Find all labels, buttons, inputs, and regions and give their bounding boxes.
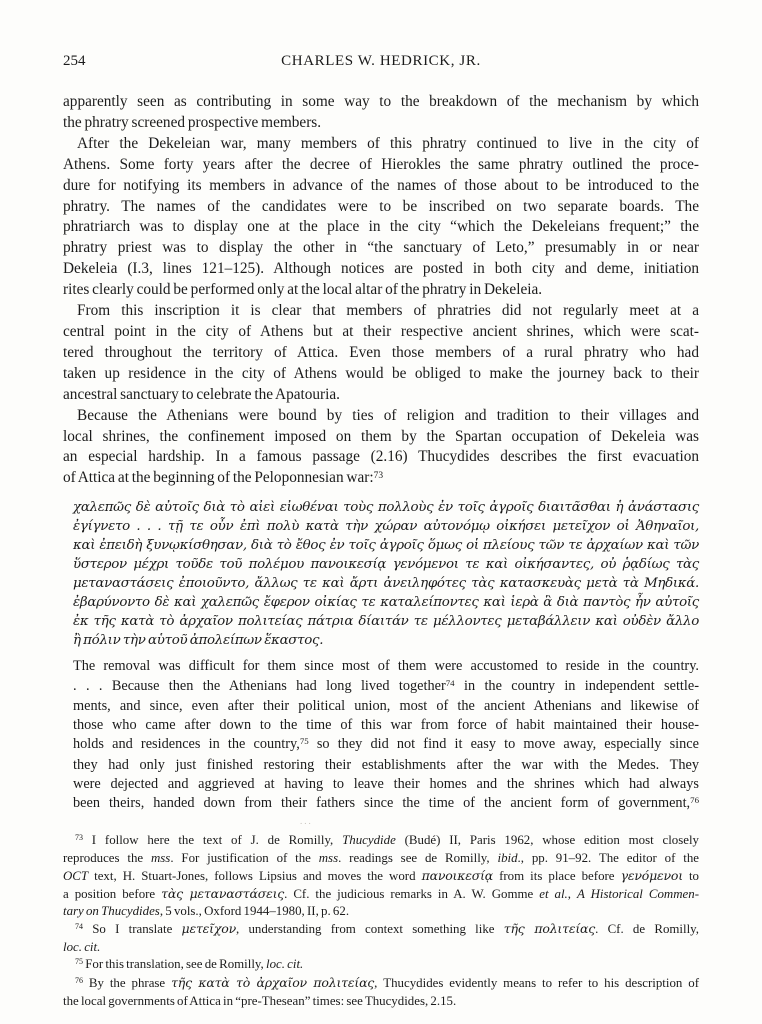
text-line: a position before τὰς μεταναστάσεις. Cf. the judicious remarks in A. W. Gomme et al., A Historical Commen- (63, 885, 699, 901)
text-line: tered throughout the territory of Attica. Even those members of a rural phratry who had (63, 343, 699, 361)
body-paragraph-3 (63, 301, 699, 406)
text-line: those who came after down to the time of this war from force of habit maintained their house- (73, 717, 699, 734)
text-line: phratry. The names of the candidates were to be inscribed on two separate boards. The (63, 197, 699, 215)
text-line: the phratry screened prospective members. (63, 113, 322, 131)
text-line: $^{75}$ For this translation, see de Romilly, loc. cit. (75, 956, 304, 971)
text-line: The removal was difficult for them since most of them were accustomed to reside in the country. (73, 658, 699, 675)
text-line: loc. cit. (63, 939, 101, 954)
text-line: OCT text, H. Stuart-Jones, follows Lipsius and moves the word πανοικεσίᾳ from its place before γενόμενοι to (63, 867, 699, 883)
text-line: καὶ ἐπειδὴ ξυνῳκίσθησαν, διὰ τὸ ἔθος ἐν τοῖς ἀγροῖς ὅμως οἱ πλείους τῶν τε ἀρχαίων καὶ τῶν (73, 538, 699, 554)
footnote-73 (63, 832, 699, 920)
text-line: From this inscription it is clear that members of phratries did not regularly meet at a (77, 302, 699, 320)
text-line: ὕστερον μέχρι τοῦδε τοῦ πολέμου πανοικεσίᾳ γενόμενοι τε καὶ οἰκήσαντες, οὐ ῥᾳδίως τὰς (73, 557, 699, 573)
text-line: Because the Athenians were bound by ties of religion and tradition to their villages and (77, 406, 699, 424)
footnote-76 (63, 974, 699, 1010)
greek-block-quote (73, 498, 699, 650)
text-line: of Attica at the beginning of the Peloponnesian war:$^{73}$ (63, 469, 384, 487)
text-line: phratry priest was to display the other in “the sanctuary of Leto,” presumably in or near (63, 239, 699, 257)
text-line: the local governments of Attica in “pre-Thesean” times: see Thucydides, 2.15. (63, 993, 457, 1008)
text-line: reproduces the mss. For justification of the mss. readings see de Romilly, ibid., pp. 91–92. The editor of the (63, 850, 699, 865)
text-line: After the Dekeleian war, many members of this phratry continued to live in the city of (77, 134, 699, 152)
running-header (63, 53, 699, 73)
text-line: ἐγίγνετο . . . τῇ τε οὖν ἐπὶ πολὺ κατὰ τὴν χώραν αὐτονόμῳ οἰκήσει μετεῖχον οἱ Ἀθηναῖοι, (73, 519, 699, 535)
text-line: local shrines, the confinement imposed on them by the Spartan occupation of Dekeleia was (63, 427, 699, 445)
footnotes-section (63, 832, 699, 1010)
running-header-title: CHARLES W. HEDRICK, JR. (281, 53, 481, 69)
body-paragraph-4 (63, 406, 699, 492)
text-line: μεταναστάσεις ἐποιοῦντο, ἄλλως τε καὶ ἄρτι ἀνειληφότες τὰς κατασκευὰς μετὰ τὰ Μηδικά. (73, 576, 699, 592)
body-paragraph-1 (63, 92, 699, 134)
translation-block-quote (73, 657, 699, 814)
text-line: were dejected and aggrieved at having to leave their homes and the shrines which had always (73, 776, 699, 792)
text-line: phratriarch was to display one at the place in the city “which the Dekeleians frequent;” the (63, 218, 699, 236)
text-line: ancestral sanctuary to celebrate the Apatouria. (63, 385, 341, 403)
text-line: ἐκ τῆς κατὰ τὸ ἀρχαῖον πολιτείας πάτρια δίαιτάν τε μέλλοντες μεταβάλλειν καὶ οὐδὲν ἄλλο (73, 614, 699, 630)
body-paragraph-2 (63, 134, 699, 301)
text-line: ἢ πόλιν τὴν αὑτοῦ ἀπολείπων ἕκαστος. (73, 633, 324, 649)
text-line: . . . Because then the Athenians had long lived together$^{74}$ in the country in independent settle- (73, 677, 699, 694)
page-body (63, 92, 699, 1010)
text-line: $^{73}$ I follow here the text of J. de Romilly, Thucydide (Budé) II, Paris 1962, whose edition most closely (75, 832, 699, 847)
text-line: taken up residence in the city of Athens would be obliged to make the journey back to their (63, 364, 699, 382)
text-line: ἐβαρύνοντο δὲ καὶ χαλεπῶς ἔφερον οἰκίας τε καταλείποντες καὶ ἱερὰ ἃ διὰ παντὸς ἦν αὐτοῖς (73, 595, 699, 611)
text-line: holds and residences in the country,$^{75}$ so they did not find it easy to move away, especially since (73, 736, 699, 753)
text-line: central point in the city of Athens but at their respective ancient shrines, which were scat- (63, 322, 699, 340)
text-line: χαλεπῶς δὲ αὐτοῖς διὰ τὸ αἰεὶ εἰωθέναι τοὺς πολλοὺς ἐν τοῖς ἀγροῖς διαιτᾶσθαι ἡ ἀνάστασις (73, 500, 699, 516)
text-line: ments, and since, even after their political union, most of the ancient Athenians and likewise of (73, 697, 699, 714)
text-line: $^{74}$ So I translate μετεῖχον, understanding from context something like τῆς πολιτείας. Cf. de Romilly, (75, 920, 699, 936)
text-line: apparently seen as contributing in some way to the breakdown of the mechanism by which (63, 93, 699, 110)
text-line: Dekeleia (I.3, lines 121–125). Although notices are posted in both city and deme, initiation (63, 260, 699, 278)
text-line: $^{76}$ By the phrase τῆς κατὰ τὸ ἀρχαῖον πολιτείας, Thucydides evidently means to refer to his description of (75, 974, 699, 990)
text-line: been theirs, handed down from their fathers since the time of the ancient form of government,$^{76}$ (73, 795, 699, 812)
footnote-74 (63, 920, 699, 956)
footnote-75 (63, 956, 699, 974)
text-line: they had only just finished restoring their establishments after the war with the Medes. They (73, 756, 699, 773)
page-number: 254 (63, 53, 86, 69)
text-line: an especial hardship. In a famous passage (2.16) Thucydides describes the first evacuation (63, 448, 699, 466)
text-line: rites clearly could be performed only at the local altar of the phratry in Dekeleia. (63, 281, 543, 299)
text-line: dure for notifying its members in advance of the names of those about to be introduced to the (63, 176, 699, 194)
omission-ellipsis: ... (300, 815, 313, 826)
text-line: tary on Thucydides, 5 vols., Oxford 1944–1980, II, p. 62. (63, 903, 350, 918)
text-line: Athens. Some forty years after the decree of Hierokles the same phratry outlined the proce- (63, 155, 699, 173)
